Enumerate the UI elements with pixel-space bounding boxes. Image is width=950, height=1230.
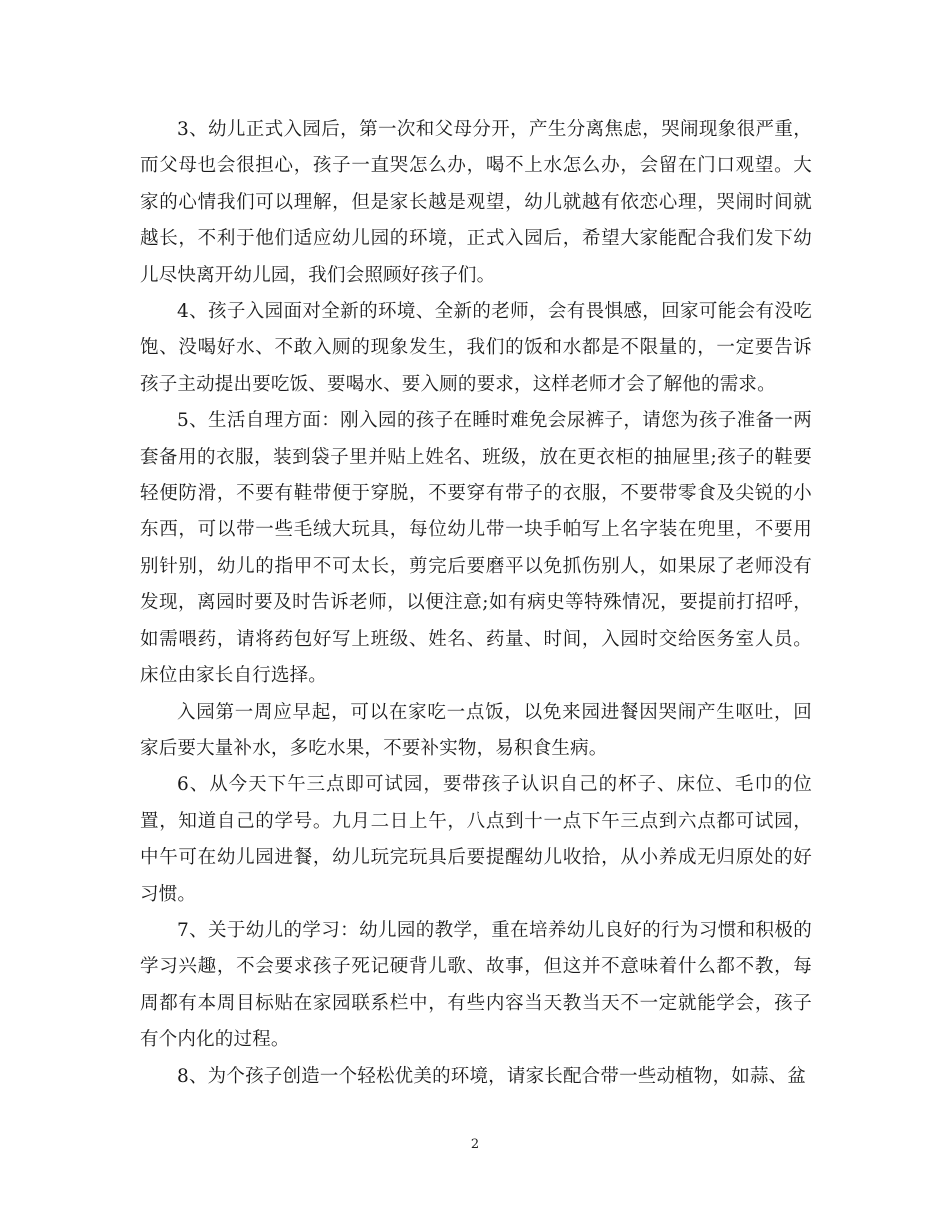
paragraph-first-week: 入园第一周应早起，可以在家吃一点饭，以免来园进餐因哭闹产生呕吐，回家后要大量补水，多吃水果，不要补实物，易积食生病。: [140, 701, 812, 759]
paragraph-item-3: 3、幼儿正式入园后，第一次和父母分开，产生分离焦虑，哭闹现象很严重，而父母也会很担心，孩子一直哭怎么办，喝不上水怎么办，会留在门口观望。大家的心情我们可以理解，但是家长越是观望，幼儿就越有依恋心理，哭闹时间就越长，不利于他们适应幼儿园的环境，正式入园后，希望大家能配合我们发下幼儿尽快离开幼儿园，我们会照顾好孩子们。: [140, 119, 812, 286]
paragraph-item-4: 4、孩子入园面对全新的环境、全新的老师，会有畏惧感，回家可能会有没吃饱、没喝好水、不敢入厕的现象发生，我们的饭和水都是不限量的，一定要告诉孩子主动提出要吃饭、要喝水、要入厕的要求，这样老师才会了解他的需求。: [140, 301, 812, 395]
document-body: [140, 112, 812, 1095]
paragraph-item-8: 8、为个孩子创造一个轻松优美的环境，请家长配合带一些动植物，如蒜、盆: [177, 1065, 807, 1087]
page-number: 2: [470, 1137, 480, 1152]
paragraph-item-5: 5、生活自理方面：刚入园的孩子在睡时难免会尿裤子，请您为孩子准备一两套备用的衣服，装到袋子里并贴上姓名、班级，放在更衣柜的抽屉里;孩子的鞋要轻便防滑，不要有鞋带便于穿脱，不要穿有带子的衣服，不要带零食及尖锐的小东西，可以带一些毛绒大玩具，每位幼儿带一块手帕写上名字装在兜里，不要用别针别，幼儿的指甲不可太长，剪完后要磨平以免抓伤别人，如果尿了老师没有发现，离园时要及时告诉老师，以便注意;如有病史等特殊情况，要提前打招呼，如需喂药，请将药包好写上班级、姓名、药量、时间，入园时交给医务室人员。床位由家长自行选择。: [140, 410, 812, 687]
paragraph-item-6: 6、从今天下午三点即可试园，要带孩子认识自己的杯子、床位、毛巾的位置，知道自己的学号。九月二日上午，八点到十一点下午三点到六点都可试园，中午可在幼儿园进餐，幼儿玩完玩具后要提醒幼儿收拾，从小养成无归原处的好习惯。: [140, 774, 812, 905]
paragraph-item-7: 7、关于幼儿的学习：幼儿园的教学，重在培养幼儿良好的行为习惯和积极的学习兴趣，不会要求孩子死记硬背儿歌、故事，但这并不意味着什么都不教，每周都有本周目标贴在家园联系栏中，有些内容当天教当天不一定就能学会，孩子有个内化的过程。: [140, 919, 812, 1051]
